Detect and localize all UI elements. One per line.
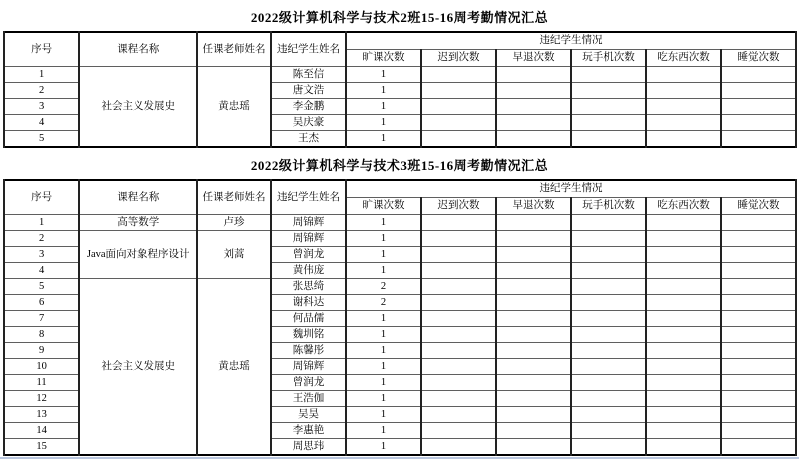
column-subheader-eating: 吃东西次数 — [646, 198, 721, 215]
cell-student-name: 王杰 — [271, 131, 346, 148]
cell-count-phone — [571, 407, 646, 423]
cell-student-name: 李金鹏 — [271, 99, 346, 115]
cell-count-early-leave — [496, 99, 571, 115]
cell-student-name: 周思玮 — [271, 439, 346, 456]
cell-student-name: 王浩伽 — [271, 391, 346, 407]
cell-count-eating — [646, 359, 721, 375]
cell-row-number: 3 — [4, 99, 79, 115]
cell-count-early-leave — [496, 83, 571, 99]
cell-count-eating — [646, 279, 721, 295]
cell-count-sleeping — [721, 263, 796, 279]
cell-count-absent: 1 — [346, 407, 421, 423]
column-header-violation-group: 违纪学生情况 — [346, 32, 796, 50]
cell-count-phone — [571, 263, 646, 279]
cell-row-number: 8 — [4, 327, 79, 343]
column-subheader-absent: 旷课次数 — [346, 50, 421, 67]
cell-count-early-leave — [496, 67, 571, 83]
cell-student-name: 周锦辉 — [271, 359, 346, 375]
cell-count-sleeping — [721, 327, 796, 343]
cell-count-absent: 1 — [346, 215, 421, 231]
table-row — [4, 215, 796, 231]
cell-count-early-leave — [496, 407, 571, 423]
cell-count-eating — [646, 311, 721, 327]
cell-count-absent: 1 — [346, 99, 421, 115]
cell-count-phone — [571, 391, 646, 407]
cell-count-phone — [571, 231, 646, 247]
cell-count-early-leave — [496, 215, 571, 231]
cell-teacher-name: 卢珍 — [197, 215, 271, 231]
cell-count-early-leave — [496, 263, 571, 279]
attendance-table-class3 — [3, 179, 797, 456]
cell-student-name: 黄伟庞 — [271, 263, 346, 279]
cell-course-name: 高等数学 — [79, 215, 197, 231]
cell-count-early-leave — [496, 439, 571, 456]
cell-count-absent: 1 — [346, 423, 421, 439]
cell-count-late — [421, 231, 496, 247]
cell-count-early-leave — [496, 247, 571, 263]
cell-count-eating — [646, 215, 721, 231]
cell-teacher-name: 黄忠瑶 — [197, 279, 271, 456]
cell-count-late — [421, 359, 496, 375]
column-header-course: 课程名称 — [79, 32, 197, 67]
header-row-main — [4, 180, 796, 198]
cell-count-sleeping — [721, 343, 796, 359]
cell-count-phone — [571, 99, 646, 115]
cell-count-early-leave — [496, 391, 571, 407]
cell-count-early-leave — [496, 131, 571, 148]
cell-count-early-leave — [496, 231, 571, 247]
cell-count-absent: 2 — [346, 295, 421, 311]
cell-count-phone — [571, 439, 646, 456]
cell-count-phone — [571, 215, 646, 231]
cell-count-eating — [646, 247, 721, 263]
cell-count-eating — [646, 231, 721, 247]
cell-count-sleeping — [721, 67, 796, 83]
cell-count-late — [421, 391, 496, 407]
cell-course-name: 社会主义发展史 — [79, 279, 197, 456]
column-header-no: 序号 — [4, 180, 79, 215]
cell-count-eating — [646, 295, 721, 311]
cell-count-phone — [571, 279, 646, 295]
cell-count-early-leave — [496, 343, 571, 359]
cell-count-phone — [571, 359, 646, 375]
cell-count-eating — [646, 115, 721, 131]
cell-count-sleeping — [721, 439, 796, 456]
cell-count-absent: 1 — [346, 131, 421, 148]
cell-count-sleeping — [721, 375, 796, 391]
cell-count-phone — [571, 295, 646, 311]
cell-student-name: 吴庆豪 — [271, 115, 346, 131]
column-header-teacher: 任课老师姓名 — [197, 180, 271, 215]
cell-student-name: 唐文浩 — [271, 83, 346, 99]
cell-course-name: 社会主义发展史 — [79, 67, 197, 148]
column-subheader-late: 迟到次数 — [421, 50, 496, 67]
column-header-student: 违纪学生姓名 — [271, 32, 346, 67]
column-header-no: 序号 — [4, 32, 79, 67]
cell-count-phone — [571, 115, 646, 131]
table-title-class3: 2022级计算机科学与技术3班15-16周考勤情况汇总 — [250, 158, 549, 173]
table-body — [4, 215, 796, 456]
table-row — [4, 231, 796, 247]
cell-count-phone — [571, 423, 646, 439]
column-subheader-sleeping: 睡觉次数 — [721, 50, 796, 67]
cell-count-late — [421, 263, 496, 279]
cell-count-sleeping — [721, 247, 796, 263]
cell-row-number: 14 — [4, 423, 79, 439]
cell-count-eating — [646, 439, 721, 456]
cell-count-late — [421, 311, 496, 327]
cell-count-absent: 1 — [346, 311, 421, 327]
column-subheader-phone: 玩手机次数 — [571, 198, 646, 215]
cell-count-absent: 1 — [346, 83, 421, 99]
cell-student-name: 陈至信 — [271, 67, 346, 83]
cell-count-sleeping — [721, 131, 796, 148]
cell-student-name: 魏圳铭 — [271, 327, 346, 343]
cell-row-number: 3 — [4, 247, 79, 263]
cell-count-phone — [571, 343, 646, 359]
cell-count-late — [421, 439, 496, 456]
cell-count-late — [421, 99, 496, 115]
cell-row-number: 1 — [4, 67, 79, 83]
cell-count-late — [421, 67, 496, 83]
cell-count-early-leave — [496, 375, 571, 391]
cell-count-sleeping — [721, 295, 796, 311]
cell-row-number: 6 — [4, 295, 79, 311]
column-subheader-phone: 玩手机次数 — [571, 50, 646, 67]
cell-count-late — [421, 115, 496, 131]
cell-count-absent: 1 — [346, 263, 421, 279]
cell-row-number: 2 — [4, 83, 79, 99]
cell-count-absent: 1 — [346, 231, 421, 247]
header-row-main — [4, 32, 796, 50]
cell-count-phone — [571, 67, 646, 83]
column-subheader-absent: 旷课次数 — [346, 198, 421, 215]
cell-row-number: 5 — [4, 131, 79, 148]
cell-row-number: 15 — [4, 439, 79, 456]
cell-count-absent: 1 — [346, 439, 421, 456]
cell-count-late — [421, 279, 496, 295]
cell-count-absent: 1 — [346, 247, 421, 263]
cell-count-sleeping — [721, 279, 796, 295]
cell-teacher-name: 刘蒿 — [197, 231, 271, 279]
cell-row-number: 4 — [4, 263, 79, 279]
column-subheader-early-leave: 早退次数 — [496, 50, 571, 67]
cell-count-early-leave — [496, 327, 571, 343]
cell-row-number: 4 — [4, 115, 79, 131]
cell-count-sleeping — [721, 423, 796, 439]
cell-count-eating — [646, 131, 721, 148]
cell-student-name: 曾润龙 — [271, 375, 346, 391]
cell-count-early-leave — [496, 279, 571, 295]
cell-row-number: 13 — [4, 407, 79, 423]
cell-count-sleeping — [721, 215, 796, 231]
cell-count-late — [421, 83, 496, 99]
cell-count-late — [421, 407, 496, 423]
cell-count-late — [421, 343, 496, 359]
cell-count-eating — [646, 263, 721, 279]
cell-count-eating — [646, 83, 721, 99]
cell-count-early-leave — [496, 359, 571, 375]
column-header-student: 违纪学生姓名 — [271, 180, 346, 215]
cell-student-name: 曾润龙 — [271, 247, 346, 263]
cell-count-eating — [646, 327, 721, 343]
cell-count-eating — [646, 423, 721, 439]
cell-count-absent: 2 — [346, 279, 421, 295]
cell-course-name: Java面向对象程序设计 — [79, 231, 197, 279]
column-subheader-eating: 吃东西次数 — [646, 50, 721, 67]
cell-count-late — [421, 215, 496, 231]
cell-student-name: 陈馨彤 — [271, 343, 346, 359]
cell-count-sleeping — [721, 391, 796, 407]
cell-count-late — [421, 295, 496, 311]
table-title-class2: 2022级计算机科学与技术2班15-16周考勤情况汇总 — [250, 10, 549, 25]
cell-count-phone — [571, 327, 646, 343]
cell-count-sleeping — [721, 99, 796, 115]
cell-count-eating — [646, 99, 721, 115]
cell-count-eating — [646, 375, 721, 391]
cell-count-phone — [571, 247, 646, 263]
cell-count-phone — [571, 375, 646, 391]
cell-count-absent: 1 — [346, 391, 421, 407]
cell-count-early-leave — [496, 311, 571, 327]
column-subheader-sleeping: 睡觉次数 — [721, 198, 796, 215]
cell-count-sleeping — [721, 359, 796, 375]
cell-count-phone — [571, 83, 646, 99]
cell-row-number: 1 — [4, 215, 79, 231]
cell-count-late — [421, 131, 496, 148]
cell-count-late — [421, 423, 496, 439]
cell-student-name: 周锦辉 — [271, 215, 346, 231]
cell-student-name: 吴昊 — [271, 407, 346, 423]
column-header-violation-group: 违纪学生情况 — [346, 180, 796, 198]
attendance-table-class2 — [3, 31, 797, 148]
cell-count-absent: 1 — [346, 67, 421, 83]
cell-row-number: 5 — [4, 279, 79, 295]
cell-count-phone — [571, 311, 646, 327]
cell-row-number: 11 — [4, 375, 79, 391]
cell-row-number: 2 — [4, 231, 79, 247]
cell-count-late — [421, 247, 496, 263]
cell-count-late — [421, 375, 496, 391]
cell-count-late — [421, 327, 496, 343]
cell-teacher-name: 黄忠瑶 — [197, 67, 271, 148]
cell-count-absent: 1 — [346, 359, 421, 375]
column-subheader-early-leave: 早退次数 — [496, 198, 571, 215]
column-header-teacher: 任课老师姓名 — [197, 32, 271, 67]
cell-student-name: 何品儒 — [271, 311, 346, 327]
cell-count-absent: 1 — [346, 115, 421, 131]
cell-count-eating — [646, 391, 721, 407]
cell-count-early-leave — [496, 115, 571, 131]
cell-student-name: 谢科达 — [271, 295, 346, 311]
cell-count-absent: 1 — [346, 375, 421, 391]
cell-count-eating — [646, 343, 721, 359]
table-body — [4, 67, 796, 148]
cell-count-sleeping — [721, 407, 796, 423]
cell-row-number: 12 — [4, 391, 79, 407]
cell-row-number: 10 — [4, 359, 79, 375]
cell-count-sleeping — [721, 83, 796, 99]
cell-student-name: 周锦辉 — [271, 231, 346, 247]
column-subheader-late: 迟到次数 — [421, 198, 496, 215]
cell-student-name: 李惠艳 — [271, 423, 346, 439]
cell-count-absent: 1 — [346, 343, 421, 359]
table-row — [4, 67, 796, 83]
cell-student-name: 张思绮 — [271, 279, 346, 295]
cell-count-early-leave — [496, 423, 571, 439]
table-row — [4, 279, 796, 295]
cell-count-eating — [646, 407, 721, 423]
cell-count-sleeping — [721, 311, 796, 327]
cell-count-absent: 1 — [346, 327, 421, 343]
column-header-course: 课程名称 — [79, 180, 197, 215]
cell-count-phone — [571, 131, 646, 148]
cell-count-early-leave — [496, 295, 571, 311]
cell-count-eating — [646, 67, 721, 83]
cell-row-number: 9 — [4, 343, 79, 359]
cell-count-sleeping — [721, 115, 796, 131]
cell-count-sleeping — [721, 231, 796, 247]
cell-row-number: 7 — [4, 311, 79, 327]
